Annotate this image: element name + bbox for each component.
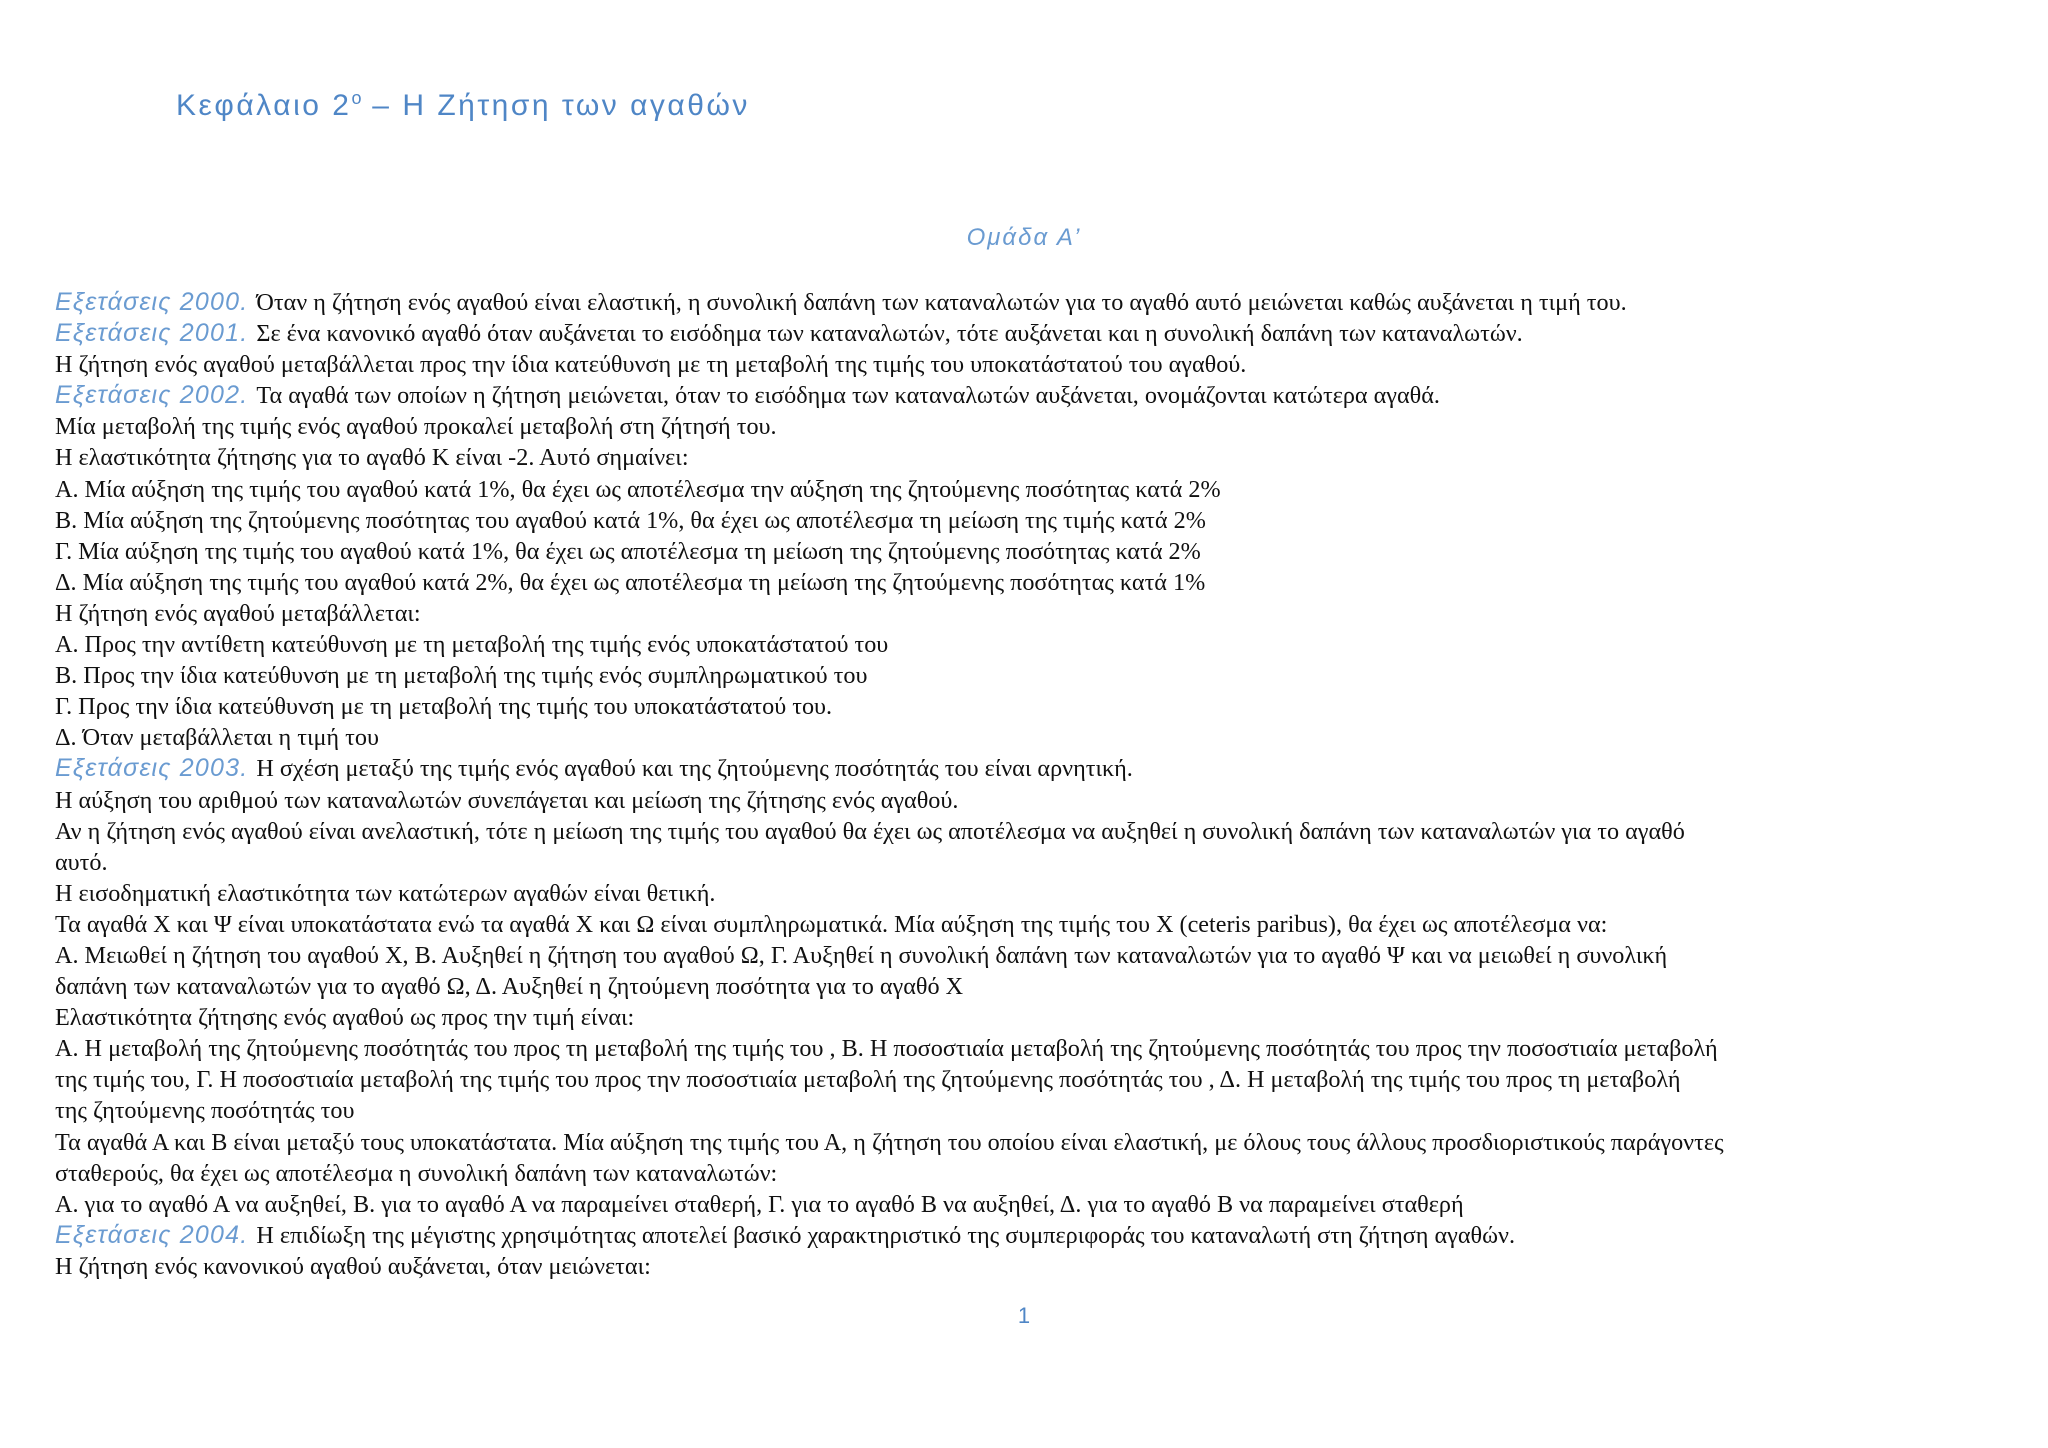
exam-year-label: Εξετάσεις 2000. <box>55 288 249 316</box>
line-text: Α. Προς την αντίθετη κατεύθυνση με τη μεταβολή της τιμής ενός υποκατάστατού του <box>55 631 889 659</box>
text-line <box>55 722 1885 753</box>
text-line <box>55 349 1885 380</box>
line-text: Β. Μία αύξηση της ζητούμενης ποσότητας του αγαθού κατά 1%, θα έχει ως αποτέλεσμα τη μείωση της τιμής κατά 2% <box>55 506 1206 534</box>
line-text: Η επιδίωξη της μέγιστης χρησιμότητας αποτελεί βασικό χαρακτηριστικό της συμπεριφοράς του καταναλωτή στη ζήτηση αγαθών. <box>256 1221 1515 1249</box>
line-text: Δ. Μία αύξηση της τιμής του αγαθού κατά 2%, θα έχει ως αποτέλεσμα τη μείωση της ζητούμενης ποσότητας κατά 1% <box>55 568 1206 596</box>
text-line <box>55 1095 1885 1126</box>
exam-year-label: Εξετάσεις 2004. <box>55 1220 249 1249</box>
text-line <box>55 816 1885 847</box>
line-text: δαπάνη των καταναλωτών για το αγαθό Ω, Δ. Αυξηθεί η ζητούμενη ποσότητα για το αγαθό Χ <box>55 973 964 1001</box>
text-line <box>55 598 1885 629</box>
line-text: σταθερούς, θα έχει ως αποτέλεσμα η συνολική δαπάνη των καταναλωτών: <box>55 1159 778 1187</box>
text-line <box>55 505 1885 536</box>
text-line <box>55 847 1885 878</box>
line-text: Η εισοδηματική ελαστικότητα των κατώτερων αγαθών είναι θετική. <box>55 879 716 907</box>
text-line <box>55 474 1885 505</box>
line-text: Γ. Μία αύξηση της τιμής του αγαθού κατά 1%, θα έχει ως αποτέλεσμα τη μείωση της ζητούμενης ποσότητας κατά 2% <box>55 537 1201 565</box>
line-text: Η σχέση μεταξύ της τιμής ενός αγαθού και της ζητούμενης ποσότητάς του είναι αρνητική. <box>256 755 1133 783</box>
line-text: Η ζήτηση ενός αγαθού μεταβάλλεται: <box>55 599 421 627</box>
text-line <box>55 411 1885 442</box>
line-text: Σε ένα κανονικό αγαθό όταν αυξάνεται το εισόδημα των καταναλωτών, τότε αυξάνεται και η συνολική δαπάνη των καταναλωτών. <box>256 320 1523 348</box>
line-text: Μία μεταβολή της τιμής ενός αγαθού προκαλεί μεταβολή στη ζήτησή του. <box>55 413 777 441</box>
text-line <box>55 1158 1885 1189</box>
line-text: Η ζήτηση ενός κανονικού αγαθού αυξάνεται, όταν μειώνεται: <box>55 1252 651 1280</box>
document-body <box>55 287 1885 1282</box>
text-line <box>55 909 1885 940</box>
exam-question-line <box>55 318 1885 349</box>
line-text: Η ζήτηση ενός αγαθού μεταβάλλεται προς την ίδια κατεύθυνση με τη μεταβολή της τιμής του υποκατάστατού του αγαθού. <box>55 351 1247 379</box>
line-text: Τα αγαθά των οποίων η ζήτηση μειώνεται, όταν το εισόδημα των καταναλωτών αυξάνεται, ονομάζονται κατώτερα αγαθά. <box>256 382 1440 410</box>
exam-question-line <box>55 753 1885 784</box>
line-text: Αν η ζήτηση ενός αγαθού είναι ανελαστική, τότε η μείωση της τιμής του αγαθού θα έχει ως αποτέλεσμα να αυξηθεί η συνολική δαπάνη των καταναλωτών για το αγαθό <box>55 817 1685 845</box>
text-line <box>55 785 1885 816</box>
exam-year-label: Εξετάσεις 2001. <box>55 319 249 348</box>
exam-question-line <box>55 380 1885 411</box>
exam-year-label: Εξετάσεις 2003. <box>55 754 249 783</box>
line-text: Ελαστικότητα ζήτησης ενός αγαθού ως προς την τιμή είναι: <box>55 1004 635 1032</box>
text-line <box>55 691 1885 722</box>
line-text: αυτό. <box>55 848 108 876</box>
exam-question-line <box>55 287 1885 318</box>
line-text: Α. Μειωθεί η ζήτηση του αγαθού Χ, Β. Αυξηθεί η ζήτηση του αγαθού Ω, Γ. Αυξηθεί η συνολική δαπάνη των καταναλωτών για το αγαθό Ψ και να μειωθεί η συνολική <box>55 941 1668 969</box>
text-line <box>55 1127 1885 1158</box>
line-text: Η αύξηση του αριθμού των καταναλωτών συνεπάγεται και μείωση της ζήτησης ενός αγαθού. <box>55 786 959 814</box>
text-line <box>55 1189 1885 1220</box>
text-line <box>55 1033 1885 1064</box>
line-text: Α. Μία αύξηση της τιμής του αγαθού κατά 1%, θα έχει ως αποτέλεσμα την αύξηση της ζητούμενης ποσότητας κατά 2% <box>55 475 1221 503</box>
line-text: Α. Η μεταβολή της ζητούμενης ποσότητάς του προς τη μεταβολή της τιμής του , Β. Η ποσοστιαία μεταβολή της ζητούμενης ποσότητάς του προς την ποσοστιαία μεταβολή <box>55 1035 1718 1063</box>
line-text: Γ. Προς την ίδια κατεύθυνση με τη μεταβολή της τιμής του υποκατάστατού του. <box>55 693 833 721</box>
line-text: της ζητούμενης ποσότητάς του <box>55 1097 355 1125</box>
text-line <box>55 629 1885 660</box>
text-line <box>55 1002 1885 1033</box>
line-text: Τα αγαθά Α και Β είναι μεταξύ τους υποκατάστατα. Μία αύξηση της τιμής του Α, η ζήτηση του οποίου είναι ελαστική, με όλους τους άλλους προσδιοριστικούς παράγοντες <box>55 1128 1724 1156</box>
chapter-title <box>176 88 750 123</box>
line-text: Β. Προς την ίδια κατεύθυνση με τη μεταβολή της τιμής ενός συμπληρωματικού του <box>55 662 868 690</box>
chapter-title-superscript: ο <box>351 88 362 108</box>
chapter-title-suffix: – Η Ζήτηση των αγαθών <box>361 89 750 122</box>
line-text: Δ. Όταν μεταβάλλεται η τιμή του <box>55 724 379 752</box>
text-line <box>55 660 1885 691</box>
exam-question-line <box>55 1220 1885 1251</box>
page-number: 1 <box>1017 1303 1031 1328</box>
line-text: Τα αγαθά Χ και Ψ είναι υποκατάστατα ενώ τα αγαθά Χ και Ω είναι συμπληρωματικά. Μία αύξηση της τιμής του Χ (ceteris paribus), θα έχει ως αποτέλεσμα να: <box>55 910 1608 938</box>
text-line <box>55 442 1885 473</box>
text-line <box>55 1251 1885 1282</box>
text-line <box>55 940 1885 971</box>
text-line <box>55 1064 1885 1095</box>
text-line <box>55 971 1885 1002</box>
line-text: της τιμής του, Γ. Η ποσοστιαία μεταβολή της τιμής του προς την ποσοστιαία μεταβολή της ζητούμενης ποσότητάς του , Δ. Η μεταβολή της τιμής του προς τη μεταβολή <box>55 1066 1681 1094</box>
line-text: Η ελαστικότητα ζήτησης για το αγαθό Κ είναι -2. Αυτό σημαίνει: <box>55 444 689 472</box>
exam-year-label: Εξετάσεις 2002. <box>55 381 249 410</box>
text-line <box>55 536 1885 567</box>
chapter-title-prefix: Κεφάλαιο 2 <box>176 89 352 122</box>
line-text: Όταν η ζήτηση ενός αγαθού είναι ελαστική, η συνολική δαπάνη των καταναλωτών για το αγαθό αυτό μειώνεται καθώς αυξάνεται η τιμή του. <box>256 289 1627 316</box>
line-text: Α. για το αγαθό Α να αυξηθεί, Β. για το αγαθό Α να παραμείνει σταθερή, Γ. για το αγαθό Β να αυξηθεί, Δ. για το αγαθό Β να παραμείνει σταθερή <box>55 1190 1464 1218</box>
text-line <box>55 878 1885 909</box>
text-line <box>55 567 1885 598</box>
group-title: Ομάδα Α’ <box>966 224 1082 251</box>
